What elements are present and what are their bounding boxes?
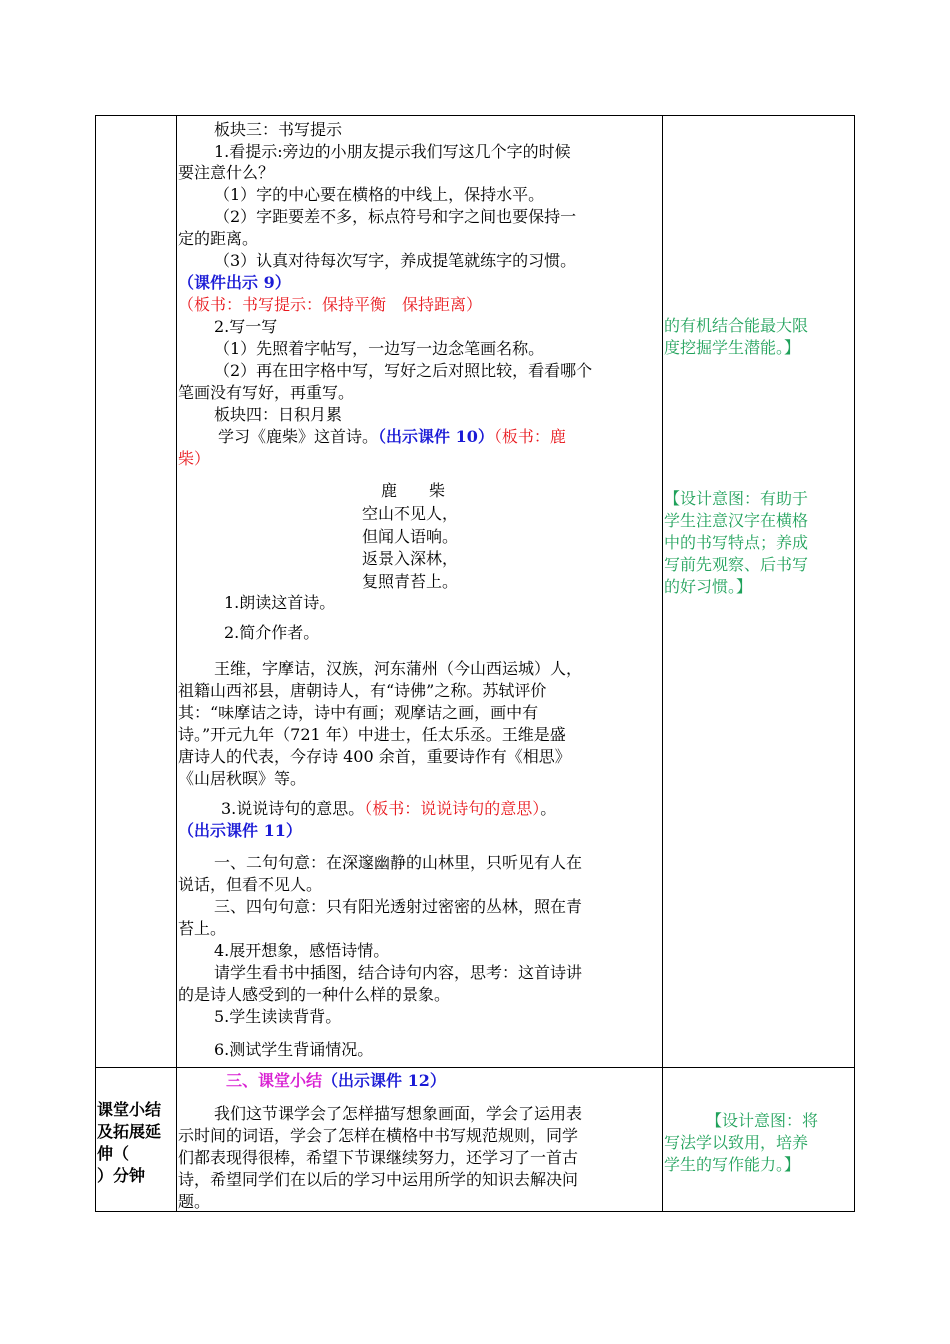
board-note: （板书：书写提示：保持平衡 保持距离） xyxy=(178,295,483,314)
step: 5.学生读读背背。 xyxy=(214,1007,342,1026)
list-item: （1）先照着字帖写，一边写一边念笔画名称。 xyxy=(214,339,545,358)
bio-line: 王维，字摩诘，汉族，河东蒲州（今山西运城）人， xyxy=(214,659,583,678)
board-note: 柴） xyxy=(178,449,211,468)
section3-heading: 板块三：书写提示 xyxy=(214,120,343,139)
courseware-note: （出示课件 10） xyxy=(378,427,494,446)
step: 4.展开想象，感悟诗情。 xyxy=(214,941,390,960)
paragraph xyxy=(218,426,566,447)
paragraph: 的是诗人感受到的一种什么样的景象。 xyxy=(178,985,451,1004)
bio-line: 其：“味摩诘之诗，诗中有画；观摩诘之画，画中有 xyxy=(178,703,539,722)
design-note: 写法学以致用，培养 xyxy=(664,1133,809,1152)
step: 6.测试学生背诵情况。 xyxy=(214,1040,374,1059)
subheading: 2.写一写 xyxy=(214,317,278,336)
list-item: （1）字的中心要在横格的中线上，保持水平。 xyxy=(214,185,545,204)
summary-heading xyxy=(226,1070,446,1091)
meaning-period: 。 xyxy=(540,799,557,818)
design-note: 的好习惯。】 xyxy=(664,577,753,596)
list-item: 定的距离。 xyxy=(178,229,259,248)
design-note: 学生注意汉字在横格 xyxy=(664,511,809,530)
list-item: （3）认真对待每次写字，养成提笔就练字的习惯。 xyxy=(214,251,577,270)
summary-line: 示时间的词语，学会了怎样在横格中书写规范规则，同学 xyxy=(178,1126,579,1145)
step: 1.朗读这首诗。 xyxy=(224,593,336,612)
paragraph: 1.看提示:旁边的小朋友提示我们写这几个字的时候 xyxy=(214,142,571,161)
design-note: 度挖掘学生潜能。】 xyxy=(664,338,801,357)
summary-heading-text: 三、课堂小结 xyxy=(226,1071,323,1090)
bio-line: 唐诗人的代表，今存诗 400 余首，重要诗作有《相思》 xyxy=(178,747,571,766)
design-note: 【设计意图：将 xyxy=(706,1111,819,1130)
summary-label-line: 伸（ xyxy=(97,1144,130,1163)
summary-label-line: ）分钟 xyxy=(97,1166,146,1185)
paragraph: 请学生看书中插图，结合诗句内容，思考：这首诗讲 xyxy=(214,963,583,982)
section4-heading: 板块四：日积月累 xyxy=(214,405,343,424)
courseware-note: （出示课件 11） xyxy=(178,821,302,840)
summary-line: 题。 xyxy=(178,1192,211,1211)
poem-line: 但闻人语响。 xyxy=(362,527,459,546)
bio-line: 诗。”开元九年（721 年）中进士，任太乐丞。王维是盛 xyxy=(178,725,566,744)
step: 2.简介作者。 xyxy=(224,623,320,642)
column-divider-right xyxy=(662,116,663,1211)
meaning-line: 三、四句句意：只有阳光透射过密密的丛林，照在青 xyxy=(214,897,583,916)
courseware-note: （课件出示 9） xyxy=(178,273,291,292)
design-note: 的有机结合能最大限 xyxy=(664,316,809,335)
list-item: 笔画没有写好，再重写。 xyxy=(178,383,355,402)
row-divider xyxy=(96,1067,854,1068)
learn-text: 学习《鹿柴》这首诗。 xyxy=(218,427,379,446)
list-item: （2）字距要差不多，标点符号和字之间也要保持一 xyxy=(214,207,577,226)
design-note: 学生的写作能力。】 xyxy=(664,1155,801,1174)
design-note: 中的书写特点；养成 xyxy=(664,533,809,552)
design-note: 【设计意图：有助于 xyxy=(664,489,809,508)
bio-line: 《山居秋暝》等。 xyxy=(178,769,307,788)
summary-line: 我们这节课学会了怎样描写想象画面，学会了运用表 xyxy=(214,1104,583,1123)
poem-line: 复照青苔上。 xyxy=(362,572,459,591)
poem-line: 空山不见人， xyxy=(362,504,459,523)
column-divider-left xyxy=(176,116,177,1211)
meaning-line: 苔上。 xyxy=(178,919,227,938)
meaning-text: 3.说说诗句的意思。 xyxy=(221,799,365,818)
board-note: （板书：鹿 xyxy=(493,427,566,446)
summary-label-line: 课堂小结 xyxy=(97,1100,162,1119)
summary-line: 们都表现得很棒，希望下节课继续努力，还学习了一首古 xyxy=(178,1148,579,1167)
board-note: （板书：说说诗句的意思） xyxy=(364,799,541,818)
list-item: （2）再在田字格中写，写好之后对照比较，看看哪个 xyxy=(214,361,593,380)
paragraph: 要注意什么？ xyxy=(178,163,275,182)
bio-line: 祖籍山西祁县，唐朝诗人，有“诗佛”之称。苏轼评价 xyxy=(178,681,547,700)
design-note: 写前先观察、后书写 xyxy=(664,555,809,574)
courseware-note: （出示课件 12） xyxy=(322,1071,446,1090)
poem-title: 鹿 柴 xyxy=(381,481,446,500)
summary-label-line: 及拓展延 xyxy=(97,1122,162,1141)
step xyxy=(221,798,556,819)
summary-line: 诗，希望同学们在以后的学习中运用所学的知识去解决问 xyxy=(178,1170,579,1189)
meaning-line: 说话，但看不见人。 xyxy=(178,875,323,894)
poem-line: 返景入深林， xyxy=(362,549,459,568)
meaning-line: 一、二句句意：在深邃幽静的山林里，只听见有人在 xyxy=(214,853,583,872)
